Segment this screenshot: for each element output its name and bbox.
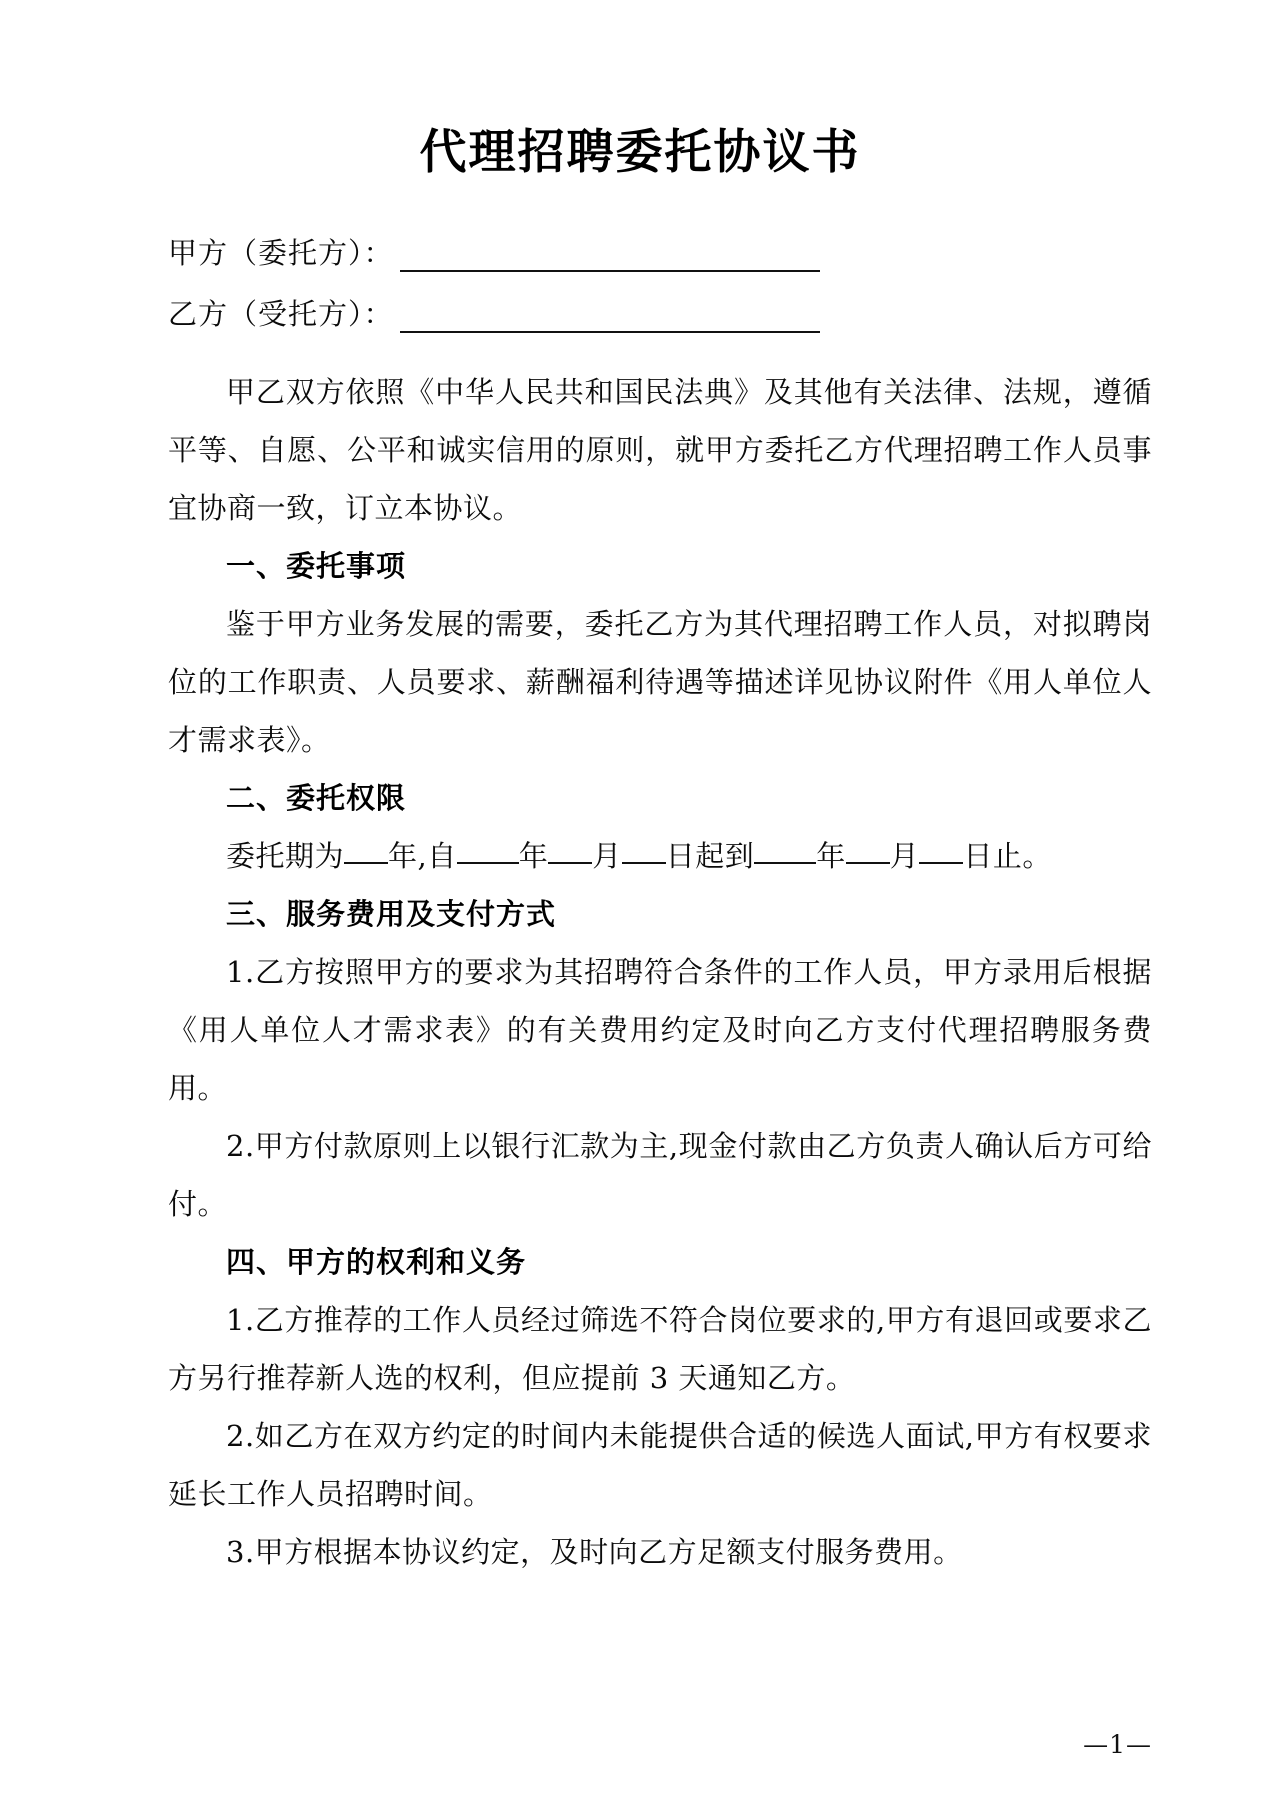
entrust-blank-start-month[interactable] bbox=[548, 862, 592, 864]
section-heading-3: 三、服务费用及支付方式 bbox=[226, 896, 557, 931]
entrust-blank-start-year[interactable] bbox=[457, 862, 519, 864]
entrust-blank-start-day[interactable] bbox=[622, 862, 666, 864]
section-4-paragraph-3: 3.甲方根据本协议约定，及时向乙方足额支付服务费用。 bbox=[226, 1534, 963, 1569]
party-signature-block bbox=[0, 235, 1280, 333]
entrust-prefix: 委托期为 bbox=[226, 838, 345, 873]
section-heading-4: 四、甲方的权利和义务 bbox=[226, 1244, 527, 1279]
entrust-t1: 年,自 bbox=[388, 838, 457, 873]
section-heading-2: 二、委托权限 bbox=[226, 780, 407, 815]
entrust-t7: 日止。 bbox=[963, 838, 1052, 873]
section-1-paragraph-1: 鉴于甲方业务发展的需要，委托乙方为其代理招聘工作人员，对拟聘岗位的工作职责、人员要求、薪酬福利待遇等描述详见协议附件《用人单位人才需求表》。 bbox=[168, 606, 1152, 757]
party-line-yifang bbox=[168, 296, 1160, 333]
entrust-t3: 月 bbox=[592, 838, 622, 873]
entrust-blank-years[interactable] bbox=[344, 862, 388, 864]
section-4-paragraph-1: 1.乙方推荐的工作人员经过筛选不符合岗位要求的,甲方有退回或要求乙方另行推荐新人选的权利，但应提前 3 天通知乙方。 bbox=[168, 1302, 1152, 1395]
party-label-yifang: 乙方（受托方）： bbox=[168, 296, 394, 331]
entrust-t5: 年 bbox=[816, 838, 846, 873]
section-3-paragraph-1: 1.乙方按照甲方的要求为其招聘符合条件的工作人员，甲方录用后根据《用人单位人才需求表》的有关费用约定及时向乙方支付代理招聘服务费用。 bbox=[168, 954, 1152, 1105]
section-heading-1: 一、委托事项 bbox=[226, 548, 407, 583]
party-line-jiafang bbox=[168, 235, 1160, 272]
party-fill-jiafang[interactable] bbox=[400, 240, 820, 272]
entrust-blank-end-year[interactable] bbox=[754, 862, 816, 864]
entrust-t6: 月 bbox=[889, 838, 920, 873]
party-label-jiafang: 甲方（委托方）： bbox=[168, 235, 394, 270]
section-3-paragraph-2: 2.甲方付款原则上以银行汇款为主,现金付款由乙方负责人确认后方可给付。 bbox=[168, 1128, 1152, 1221]
page-title: 代理招聘委托协议书 bbox=[419, 125, 861, 180]
preamble-paragraph: 甲乙双方依照《中华人民共和国民法典》及其他有关法律、法规，遵循平等、自愿、公平和诚实信用的原则，就甲方委托乙方代理招聘工作人员事宜协商一致，订立本协议。 bbox=[168, 374, 1152, 525]
entrust-t2: 年 bbox=[518, 838, 549, 873]
entrust-blank-end-day[interactable] bbox=[919, 862, 963, 864]
section-4-paragraph-2: 2.如乙方在双方约定的时间内未能提供合适的候选人面试,甲方有权要求延长工作人员招聘时间。 bbox=[168, 1418, 1152, 1511]
entrust-t4: 日起到 bbox=[665, 838, 755, 873]
entrust-blank-end-month[interactable] bbox=[846, 862, 890, 864]
party-fill-yifang[interactable] bbox=[400, 301, 820, 333]
entrust-term-line bbox=[168, 827, 1152, 885]
page-number: —1— bbox=[1083, 1730, 1152, 1759]
document-body bbox=[0, 363, 1280, 1581]
